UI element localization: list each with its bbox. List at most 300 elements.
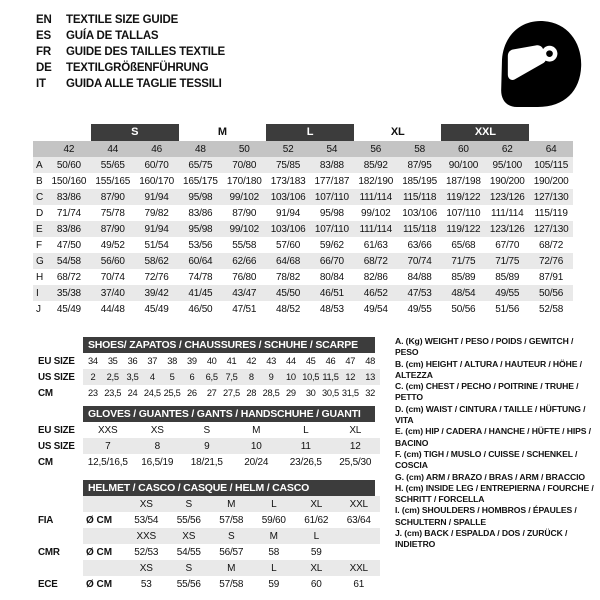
size-value-cell: 187/198 [446,175,481,187]
size-value-cell: 52/58 [539,303,564,315]
size-value-cell: 105/115 [534,159,569,171]
shoes-table-title: SHOES/ ZAPATOS / CHAUSSURES / SCHUHE / SCARPE [83,337,375,353]
glove-size-cell: M [252,424,261,436]
measurement-rows [33,157,573,317]
helmet-size-label-cell: XXL [349,562,368,574]
shoe-size-cell: 6,5 [205,372,218,382]
shoe-size-cell: 34 [88,356,98,366]
numeric-size-cell: 64 [545,143,557,155]
standard-label: ECE [38,578,58,590]
glove-size-cell: 9 [204,440,210,452]
size-value-cell: 90/100 [448,159,479,171]
glove-size-cell: 12 [349,440,361,452]
numeric-size-cell: 46 [151,143,162,155]
helmet-icon [487,16,587,113]
size-value-cell: 123/126 [489,223,525,235]
size-value-cell: 61/63 [363,239,388,251]
shoe-size-cell: 13 [365,372,375,382]
legend-item: F. (cm) TIGH / MUSLO / CUISSE / SCHENKEL / COSCIA [395,448,578,471]
numeric-size-row [33,141,573,157]
size-value-cell: 48/54 [451,287,476,299]
helmet-standard-group [38,528,383,560]
helmet-size-cell: 61/62 [304,514,329,526]
size-value-cell: 44/48 [100,303,125,315]
language-code: EN [36,14,52,26]
size-value-cell: 46/50 [188,303,213,315]
size-value-cell: 111/114 [490,207,524,219]
helmet-sizes-row [38,528,383,544]
size-value-cell: 85/89 [451,271,476,283]
measurement-row [33,157,573,173]
helmet-sizes-row [38,496,383,512]
size-value-cell: 74/78 [188,271,213,283]
size-value-cell: 107/110 [446,207,481,219]
shoe-size-cell: 47 [345,356,356,366]
glove-size-cell: 10 [250,440,262,452]
size-value-cell: 45/49 [144,303,169,315]
shoe-size-cell: 29 [286,388,296,398]
helmet-size-cell: 63/64 [346,514,371,526]
helmet-size-label-cell: XXL [349,498,368,510]
size-value-cell: 70/74 [100,271,125,283]
size-value-cell: 46/52 [363,287,388,299]
shoes-size-table [38,337,383,401]
helmet-size-cell: 57/58 [219,578,244,590]
shoe-size-cell: 31,5 [341,388,359,398]
numeric-size-cell: 62 [501,143,513,155]
size-value-cell: 123/126 [489,191,525,203]
shoe-size-cell: 3,5 [126,372,139,382]
numeric-size-cell: 48 [195,143,206,155]
shoe-size-cell: 46 [325,356,336,366]
numeric-size-cell: 42 [63,143,75,155]
shoe-size-cell: 43 [266,356,276,366]
shoe-size-cell: 24,5 [143,388,161,398]
helmet-size-label-cell: XL [310,498,323,510]
shoe-size-cell: 24 [127,388,138,398]
glove-size-cell: 11 [300,440,311,452]
size-value-cell: 62/66 [232,255,257,267]
legend-item: D. (cm) WAIST / CINTURA / TAILLE / HÜFTUNG / VITA [395,403,586,426]
size-value-cell: 47/50 [56,239,81,251]
size-value-cell: 43/47 [232,287,257,299]
legend-item: C. (cm) CHEST / PECHO / POITRINE / TRUHE / PETTO [395,381,579,403]
size-value-cell: 47/51 [232,303,257,315]
helmet-standard-group [38,560,383,592]
size-value-cell: 48/52 [276,303,301,315]
helmet-size-label-cell: S [185,498,192,510]
size-value-cell: 50/60 [56,159,81,171]
helmet-values-row [38,544,383,560]
shoe-size-cell: 40 [206,356,217,366]
size-value-cell: 79/82 [144,207,169,219]
size-value-cell: 99/102 [229,223,259,235]
shoe-size-cell: 35 [107,356,118,366]
gloves-row [38,454,383,470]
size-value-cell: 71/75 [495,255,520,267]
shoe-size-cell: 28 [246,388,257,398]
helmet-size-cell: 55/56 [176,514,201,526]
size-value-cell: 84/88 [407,271,432,283]
size-value-cell: 87/90 [100,223,125,235]
diameter-label: Ø CM [86,514,113,526]
row-label: EU SIZE [38,424,75,436]
standard-label: FIA [38,514,54,526]
shoe-size-cell: 23,5 [104,388,122,398]
helmet-size-label-cell: XXS [136,530,156,542]
language-row [36,44,225,60]
shoe-size-cell: 48 [365,356,375,366]
size-value-cell: 68/72 [56,271,81,283]
size-value-cell: 115/119 [534,207,568,219]
size-value-cell: 72/76 [539,255,564,267]
measurement-letter-cell: C [36,191,44,203]
helmet-size-table [38,480,383,592]
size-value-cell: 45/49 [56,303,81,315]
size-value-cell: 66/70 [319,255,344,267]
size-value-cell: 70/80 [232,159,257,171]
shoes-row [38,353,383,369]
glove-size-cell: 25,5/30 [339,456,372,468]
measurement-row [33,173,573,189]
helmet-standard-group [38,496,383,528]
language-code: ES [36,30,51,42]
diameter-label: Ø CM [86,546,113,558]
helmet-size-label-cell: XS [182,530,196,542]
size-value-cell: 51/56 [495,303,520,315]
size-value-cell: 58/62 [144,255,169,267]
size-value-cell: 65/75 [188,159,213,171]
shoe-size-cell: 27 [206,388,217,398]
glove-size-cell: S [203,424,210,436]
size-value-cell: 173/183 [270,175,306,187]
size-value-cell: 45/50 [276,287,301,299]
helmet-size-label-cell: XS [139,562,153,574]
size-value-cell: 95/98 [188,191,213,203]
size-value-cell: 75/78 [100,207,125,219]
helmet-size-cell: 57/58 [219,514,244,526]
shoe-size-cell: 4 [149,372,155,382]
size-value-cell: 49/52 [100,239,125,251]
size-value-cell: 150/160 [51,175,87,187]
size-value-cell: 87/91 [539,271,564,283]
size-value-cell: 57/60 [276,239,301,251]
size-value-cell: 63/66 [407,239,432,251]
helmet-size-label-cell: L [271,562,277,574]
size-value-cell: 119/122 [446,191,481,203]
size-value-cell: 115/118 [402,223,437,235]
shoe-size-cell: 10,5 [302,372,320,382]
measurement-letter-cell: F [36,239,42,251]
shoe-size-cell: 32 [365,388,375,398]
gloves-row [38,422,383,438]
measurement-row [33,253,573,269]
helmet-size-label-cell: M [269,530,278,542]
row-label: EU SIZE [38,355,75,367]
language-header [36,12,225,92]
numeric-size-cell: 50 [238,143,250,155]
glove-size-cell: 12,5/16,5 [87,456,128,468]
shoe-size-cell: 28,5 [262,388,280,398]
size-value-cell: 85/92 [363,159,388,171]
language-title: GUÍA DE TALLAS [66,30,159,42]
glove-size-cell: 8 [154,440,160,452]
size-value-cell: 50/56 [539,287,564,299]
measurement-letter-cell: J [36,303,41,315]
measurement-row [33,301,573,317]
size-value-cell: 83/86 [56,223,81,235]
size-value-cell: 72/76 [144,271,169,283]
helmet-size-cell: 59/60 [261,514,286,526]
legend-item: J. (cm) BACK / ESPALDA / DOS / ZURÜCK / INDIETRO [395,528,568,550]
shoe-size-cell: 23 [88,388,98,398]
size-value-cell: 67/70 [495,239,520,251]
row-label: CM [38,456,53,468]
size-value-cell: 190/200 [489,175,525,187]
language-code: FR [36,46,51,58]
size-value-cell: 53/56 [188,239,213,251]
numeric-size-cell: 52 [282,143,294,155]
size-value-cell: 85/89 [495,271,520,283]
helmet-values-row [38,576,383,592]
size-value-cell: 68/72 [539,239,564,251]
shoe-size-cell: 37 [147,356,158,366]
size-value-cell: 111/114 [359,191,392,203]
size-value-cell: 60/64 [188,255,213,267]
language-row [36,76,225,92]
size-value-cell: 39/42 [144,287,169,299]
size-value-cell: 51/54 [144,239,169,251]
helmet-size-label-cell: M [227,562,236,574]
size-value-cell: 76/80 [232,271,257,283]
row-label: CM [38,387,53,399]
helmet-size-label-cell: M [227,498,236,510]
measurement-letter-cell: A [36,159,43,171]
textile-size-table [33,124,573,317]
glove-size-cell: L [303,424,309,436]
language-row [36,12,225,28]
helmet-size-cell: 61 [353,578,365,590]
size-value-cell: 48/53 [319,303,344,315]
helmet-size-cell: 58 [268,546,280,558]
language-title: GUIDA ALLE TAGLIE TESSILI [66,78,222,90]
size-value-cell: 91/94 [276,207,301,219]
legend-item: G. (cm) ARM / BRAZO / BRAS / ARM / BRACCIO [395,471,585,482]
glove-size-cell: XL [349,424,362,436]
legend-item: I. (cm) SHOULDERS / HOMBROS / ÉPAULES / SCHULTERN / SPALLE [395,505,577,527]
numeric-size-cell: 60 [458,143,469,155]
helmet-table-title: HELMET / CASCO / CASQUE / HELM / CASCO [83,480,375,496]
size-group-label-l: L [266,124,354,141]
helmet-size-cell: 55/56 [176,578,201,590]
size-value-cell: 170/180 [226,175,262,187]
size-value-cell: 107/110 [314,191,349,203]
shoe-size-cell: 38 [167,356,177,366]
helmet-values-row [38,512,383,528]
size-value-cell: 160/170 [139,175,174,187]
shoe-size-cell: 5 [169,372,175,382]
shoe-size-cell: 12 [345,372,356,382]
size-value-cell: 99/102 [229,191,259,203]
helmet-size-cell: 54/55 [176,546,201,558]
size-value-cell: 49/55 [495,287,520,299]
size-value-cell: 68/72 [363,255,388,267]
legend-item: H. (cm) INSIDE LEG / ENTREPIERNA / FOURCHE / SCHRITT / FORCELLA [395,482,594,505]
size-value-cell: 83/88 [319,159,344,171]
size-group-label-xxl: XXL [441,124,529,141]
helmet-size-cell: 59 [268,578,280,590]
size-value-cell: 47/53 [407,287,432,299]
size-value-cell: 190/200 [533,175,569,187]
size-value-cell: 83/86 [56,191,81,203]
size-value-cell: 87/90 [100,191,125,203]
size-value-cell: 64/68 [276,255,301,267]
language-code: IT [36,78,46,90]
size-value-cell: 56/60 [100,255,125,267]
shoe-size-cell: 30,5 [322,388,339,398]
helmet-size-cell: 52/53 [134,546,159,558]
size-value-cell: 83/86 [188,207,213,219]
size-value-cell: 71/75 [451,255,476,267]
measurement-letter-cell: I [36,287,39,299]
glove-size-cell: 20/24 [244,456,269,468]
size-value-cell: 111/114 [359,223,392,235]
shoe-size-cell: 27,5 [223,388,240,398]
glove-size-cell: XS [150,424,164,436]
helmet-size-label-cell: S [228,530,235,542]
size-value-cell: 155/165 [95,175,131,187]
glove-size-cell: 16,5/19 [141,456,174,468]
language-title: TEXTILE SIZE GUIDE [66,14,179,26]
helmet-size-cell: 56/57 [219,546,244,558]
shoe-size-cell: 6 [189,372,195,382]
helmet-sizes-row [38,560,383,576]
helmet-size-cell: 53 [140,578,152,590]
helmet-size-label-cell: XL [310,562,323,574]
standard-label: CMR [38,546,60,558]
shoe-size-cell: 2 [90,372,96,382]
size-value-cell: 177/187 [314,175,350,187]
shoe-size-cell: 11,5 [322,372,339,382]
shoe-size-cell: 9 [268,372,274,382]
measurement-row [33,189,573,205]
size-value-cell: 55/65 [100,159,125,171]
size-value-cell: 95/98 [319,207,344,219]
size-value-cell: 107/110 [314,223,349,235]
helmet-size-cell: 60 [310,578,322,590]
measurement-row [33,205,573,221]
measurement-letter-cell: E [36,223,43,235]
helmet-size-label-cell: L [313,530,319,542]
measurement-row [33,237,573,253]
language-row [36,60,225,76]
size-group-label-xl: XL [390,126,405,138]
size-value-cell: 82/86 [363,271,388,283]
gloves-row [38,438,383,454]
size-value-cell: 50/56 [451,303,476,315]
measurement-row [33,221,573,237]
size-value-cell: 65/68 [451,239,476,251]
size-value-cell: 59/62 [319,239,344,251]
glove-size-cell: 23/26,5 [289,456,322,468]
shoe-size-cell: 44 [286,356,296,366]
measurement-letter-cell: G [36,255,44,267]
measurement-letter-cell: B [36,175,43,187]
shoe-size-cell: 7,5 [225,372,238,382]
size-value-cell: 78/82 [276,271,301,283]
size-value-cell: 41/45 [188,287,213,299]
helmet-size-label-cell: L [271,498,277,510]
legend-item: E. (cm) HIP / CADERA / HANCHE / HÜFTE / HIPS / BACINO [395,426,591,448]
size-value-cell: 115/118 [402,191,437,203]
size-value-cell: 49/55 [407,303,432,315]
language-row [36,28,225,44]
shoe-size-cell: 8 [248,372,254,382]
helmet-size-label-cell: XS [139,498,153,510]
size-value-cell: 103/106 [402,207,437,219]
size-value-cell: 55/58 [232,239,257,251]
shoe-size-cell: 25,5 [163,388,181,398]
row-label: US SIZE [38,440,75,452]
size-value-cell: 35/38 [56,287,81,299]
size-value-cell: 91/94 [144,223,169,235]
size-value-cell: 87/90 [232,207,257,219]
size-value-cell: 95/100 [492,159,522,171]
size-value-cell: 60/70 [144,159,169,171]
size-value-cell: 46/51 [319,287,344,299]
size-value-cell: 49/54 [363,303,388,315]
size-group-band [33,124,573,141]
legend-item: B. (cm) HEIGHT / ALTURA / HAUTEUR / HÖHE / ALTEZZA [395,358,582,380]
size-group-label-s: S [91,124,179,141]
shoe-size-cell: 45 [305,356,316,366]
gloves-table-title: GLOVES / GUANTES / GANTS / HANDSCHUHE / GUANTI [83,406,375,422]
glove-size-cell: 18/21,5 [190,456,223,468]
numeric-size-cell: 44 [107,143,119,155]
diameter-label: Ø CM [86,578,113,590]
legend-item: A. (Kg) WEIGHT / PESO / POIDS / GEWITCH / PESO [395,336,574,358]
size-value-cell: 75/85 [276,159,301,171]
shoe-size-cell: 36 [127,356,138,366]
size-value-cell: 182/190 [358,175,394,187]
language-title: GUIDE DES TAILLES TEXTILE [66,46,225,58]
shoe-size-cell: 39 [187,356,197,366]
numeric-size-cell: 56 [370,143,382,155]
size-value-cell: 37/40 [100,287,125,299]
measurement-legend [395,336,597,551]
size-value-cell: 95/98 [188,223,213,235]
size-value-cell: 91/94 [144,191,169,203]
size-value-cell: 54/58 [56,255,81,267]
shoe-size-cell: 2,5 [106,372,119,382]
measurement-letter-cell: H [36,271,44,283]
size-value-cell: 71/74 [56,207,81,219]
size-value-cell: 99/102 [361,207,391,219]
language-title: TEXTILGRÖßENFÜHRUNG [66,62,209,74]
measurement-row [33,285,573,301]
glove-size-cell: 7 [105,440,111,452]
gloves-size-table [38,406,383,470]
measurement-letter-cell: D [36,207,44,219]
shoe-size-cell: 42 [246,356,257,366]
size-value-cell: 103/106 [270,223,306,235]
glove-size-cell: XXS [98,424,118,436]
shoe-size-cell: 10 [286,372,296,382]
numeric-size-cell: 58 [414,143,425,155]
size-value-cell: 70/74 [407,255,432,267]
helmet-size-label-cell: S [185,562,192,574]
size-value-cell: 165/175 [183,175,218,187]
